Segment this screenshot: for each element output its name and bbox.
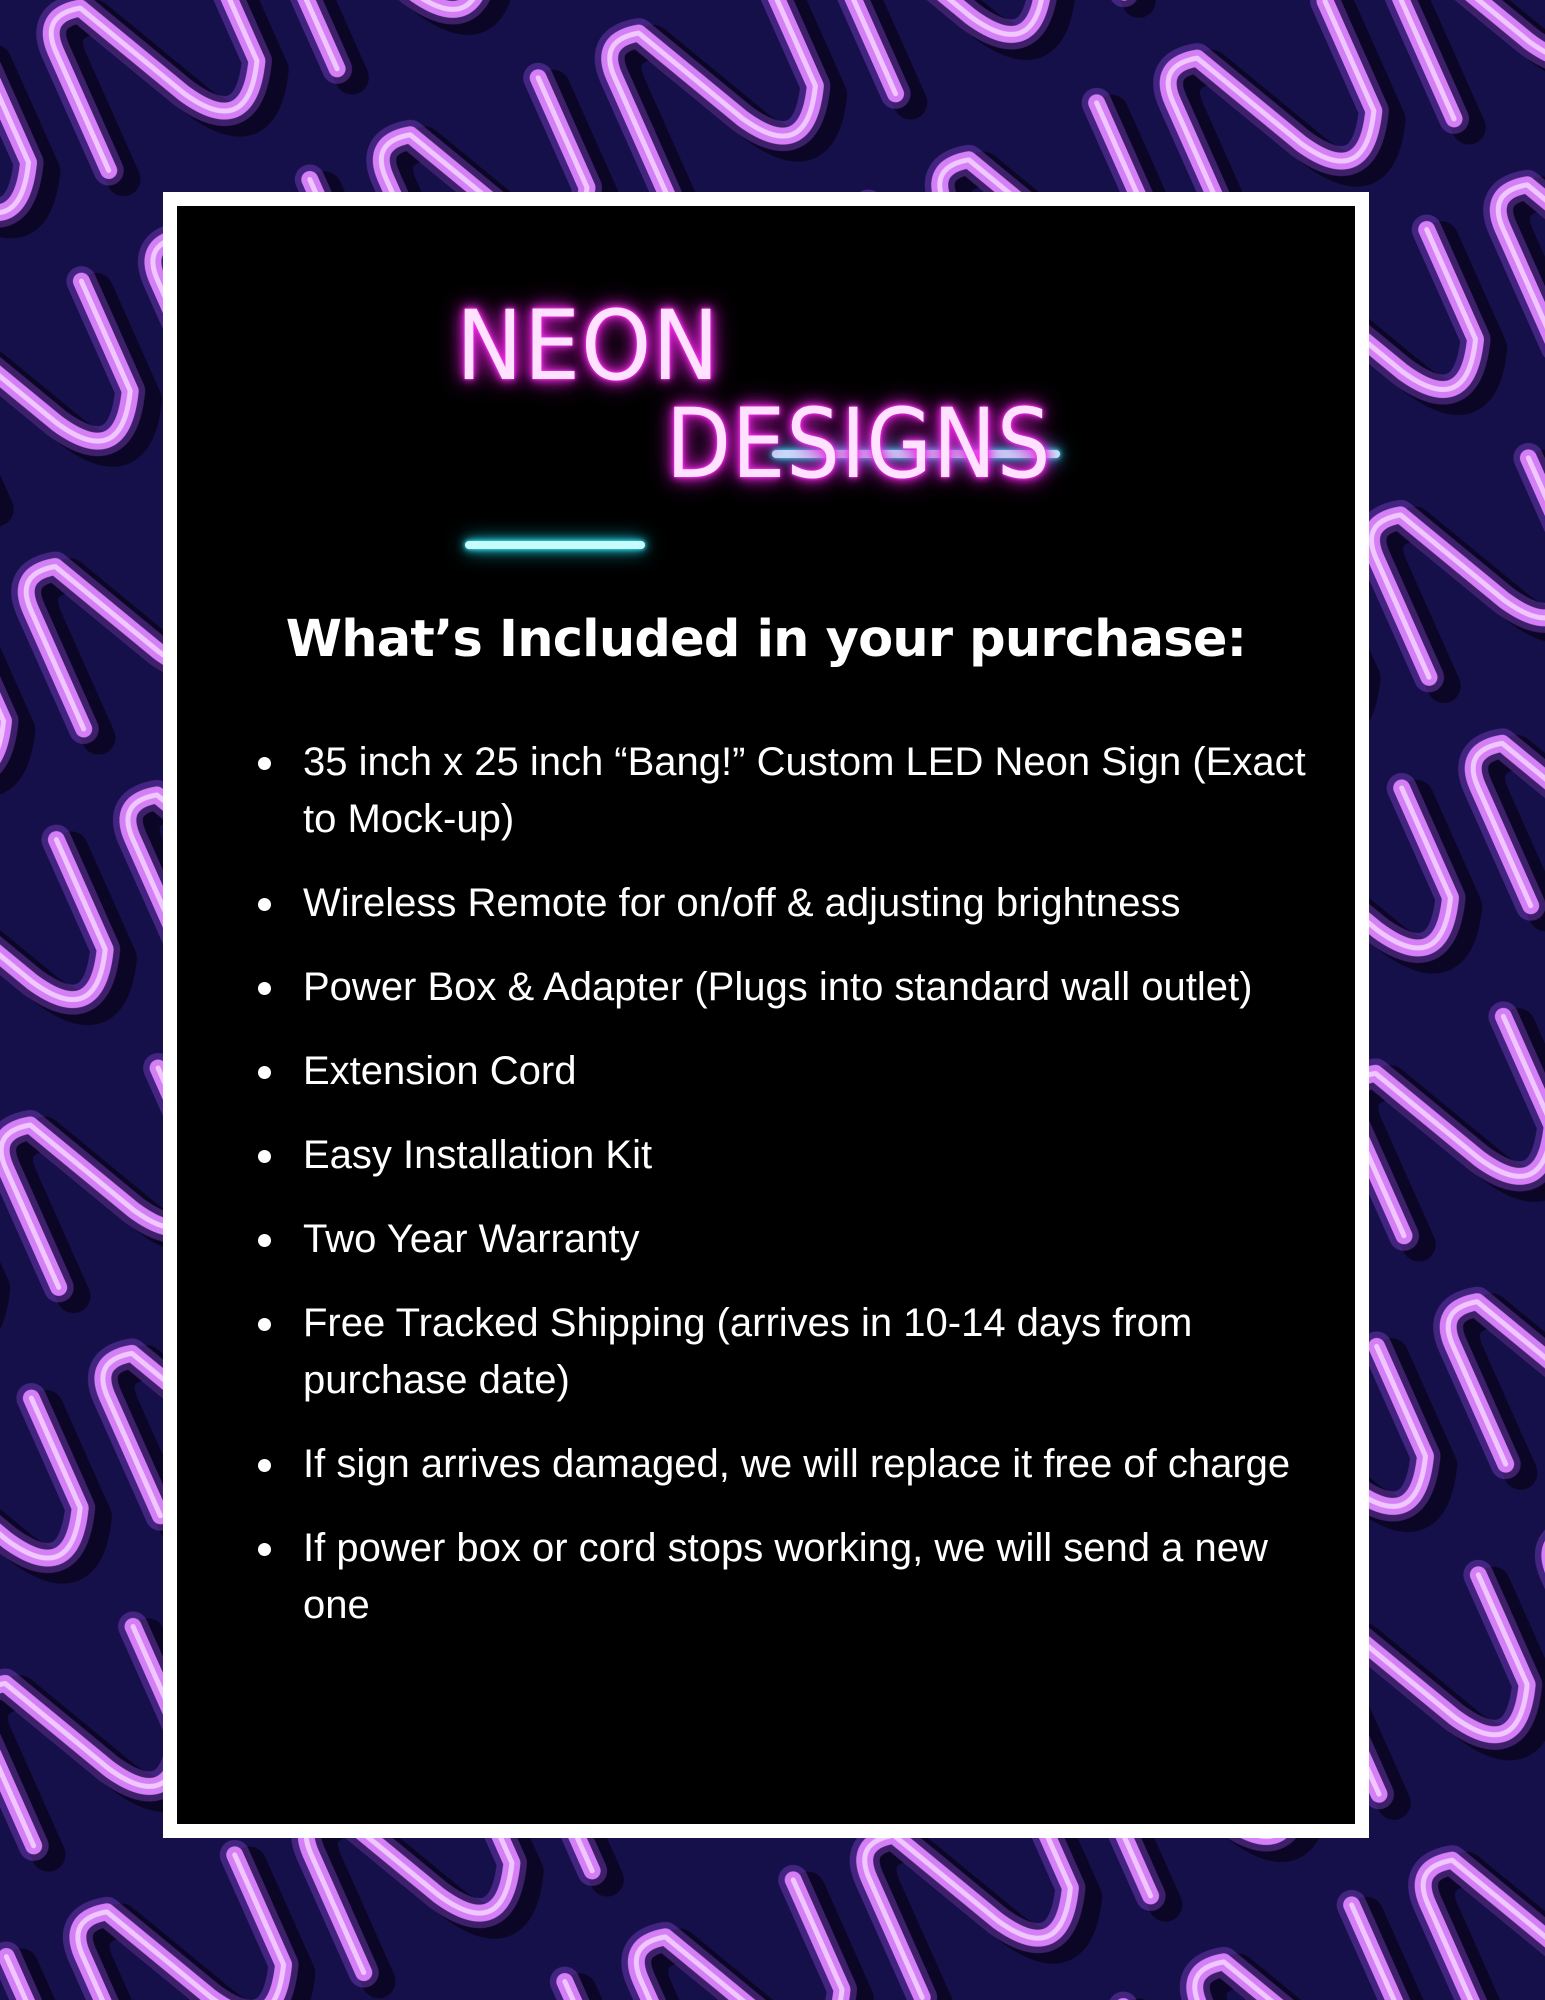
list-item-text: If sign arrives damaged, we will replace it free of charge xyxy=(303,1442,1291,1486)
list-item xyxy=(248,1127,1328,1184)
neon-designs-logo xyxy=(456,290,1256,518)
bullet-icon xyxy=(258,982,271,995)
bullet-icon xyxy=(258,1150,271,1163)
list-item xyxy=(248,959,1328,1016)
page-heading: What’s Included in your purchase: xyxy=(285,610,1247,669)
list-item-text: Free Tracked Shipping (arrives in 10-14 days from purchase date) xyxy=(303,1301,1193,1402)
list-item-text: Power Box & Adapter (Plugs into standard wall outlet) xyxy=(303,965,1253,1009)
list-item xyxy=(248,875,1328,932)
bullet-icon xyxy=(258,757,271,770)
included-items-list xyxy=(248,734,1328,1661)
list-item-text: 35 inch x 25 inch “Bang!” Custom LED Neon Sign (Exact to Mock-up) xyxy=(303,740,1306,841)
bullet-icon xyxy=(258,898,271,911)
list-item xyxy=(248,1520,1328,1634)
list-item-text: If power box or cord stops working, we will send a new one xyxy=(303,1526,1268,1627)
logo-cyan-bar-bottom xyxy=(465,541,645,549)
list-item-text: Two Year Warranty xyxy=(303,1217,640,1261)
list-item xyxy=(248,1211,1328,1268)
list-item xyxy=(248,1436,1328,1493)
bullet-icon xyxy=(258,1543,271,1556)
bullet-icon xyxy=(258,1234,271,1247)
list-item xyxy=(248,734,1328,848)
bullet-icon xyxy=(258,1318,271,1331)
logo-word-neon: NEON xyxy=(456,290,720,402)
list-item xyxy=(248,1295,1328,1409)
logo-word-designs: DESIGNS xyxy=(666,388,1052,500)
content-card xyxy=(163,192,1369,1838)
list-item xyxy=(248,1043,1328,1100)
bullet-icon xyxy=(258,1459,271,1472)
list-item-text: Wireless Remote for on/off & adjusting brightness xyxy=(303,881,1181,925)
list-item-text: Extension Cord xyxy=(303,1049,577,1093)
bullet-icon xyxy=(258,1066,271,1079)
list-item-text: Easy Installation Kit xyxy=(303,1133,653,1177)
